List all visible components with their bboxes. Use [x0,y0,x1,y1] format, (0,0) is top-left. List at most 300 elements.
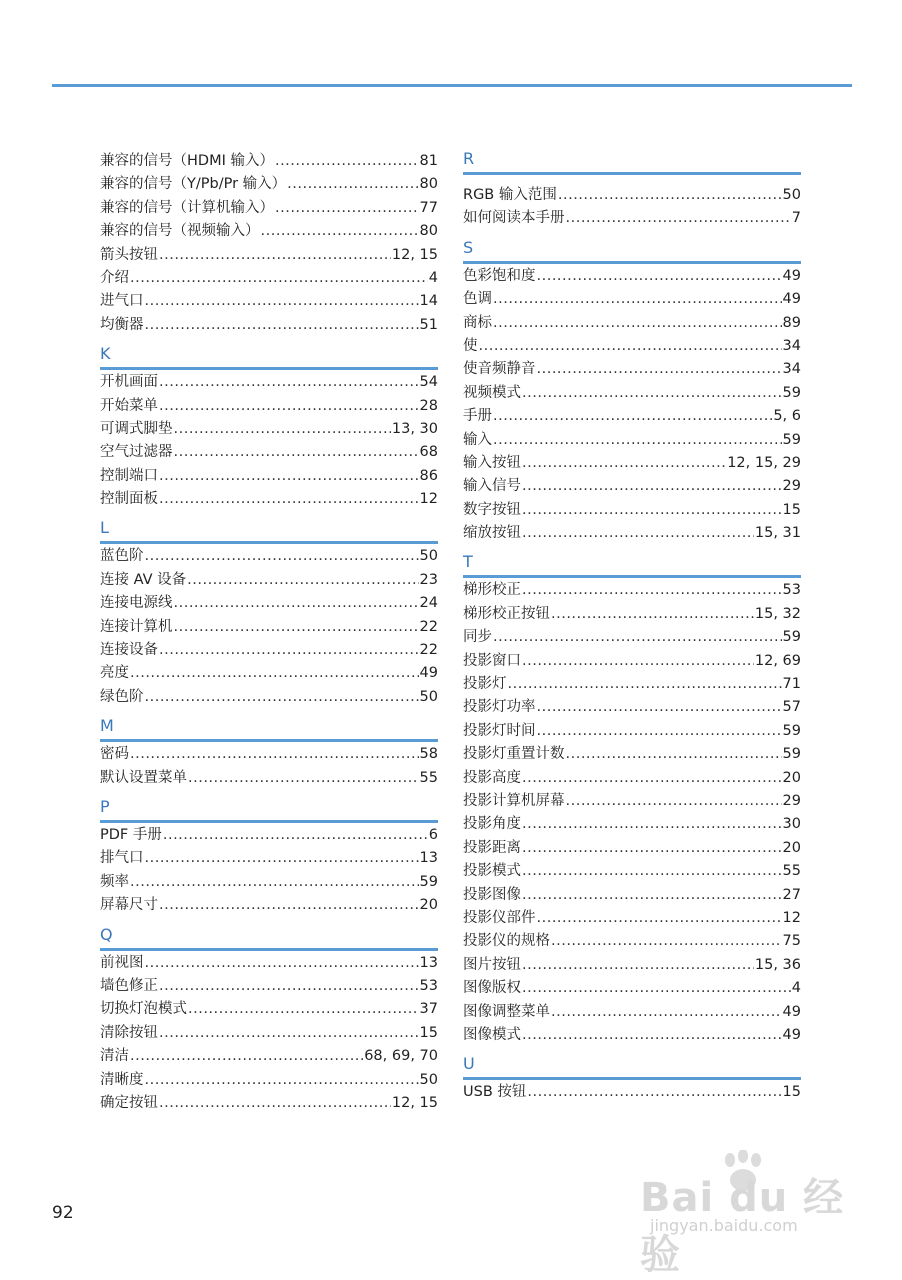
index-page-ref: 28 [419,397,438,414]
index-page-ref: 89 [782,314,801,331]
index-term: 投影角度 [463,816,521,833]
index-page-ref: 68, 69, 70 [364,1048,438,1065]
index-entry [100,847,438,870]
index-entry [100,418,438,441]
dot-leader [145,847,419,870]
index-entry [100,767,438,790]
index-page-ref: 86 [419,467,438,484]
index-page-ref: 29 [782,792,801,809]
index-entry [100,1092,438,1115]
index-page-ref: 4 [428,269,438,286]
index-entry [100,824,438,847]
index-page-ref: 27 [782,886,801,903]
index-term: 排气口 [100,850,144,867]
index-page-ref: 12, 15 [391,246,438,263]
index-entry [463,1024,801,1047]
index-entry [463,207,801,230]
dot-leader [558,184,782,207]
index-term: RGB 输入范围 [463,187,557,203]
index-entry [463,382,801,405]
index-entry [463,813,801,836]
index-entry [100,371,438,394]
index-term: 图片按钮 [463,956,521,973]
index-entry [100,686,438,709]
index-page-ref: 59 [782,431,801,448]
dot-leader [159,395,419,418]
index-term: 投影灯 [463,676,507,693]
index-term: 输入 [463,431,492,448]
dot-leader [537,696,782,719]
dot-leader [522,1024,782,1047]
index-page-ref: 59 [782,629,801,646]
index-term: 兼容的信号（计算机输入） [100,199,274,216]
index-entry [463,650,801,673]
section-rule [100,541,438,544]
index-entry [100,743,438,766]
index-entry [100,569,438,592]
dot-leader [493,405,772,428]
index-term: 图像模式 [463,1026,521,1043]
section-letter: L [100,518,109,538]
index-entry [100,314,438,337]
index-page-ref: 53 [782,582,801,599]
index-entry [100,545,438,568]
index-page-ref: 34 [782,361,801,378]
index-term: 投影图像 [463,886,521,903]
index-term: 控制端口 [100,467,158,484]
section-heading [463,1047,801,1081]
index-entry [463,930,801,953]
index-entry [100,150,438,173]
section-letter: M [100,716,114,736]
index-term: 梯形校正按钮 [463,605,550,622]
index-page-ref: 58 [419,746,438,763]
index-page-ref: 15, 31 [754,525,801,542]
index-page-ref: 75 [782,933,801,950]
dot-leader [174,592,419,615]
dot-leader [188,998,419,1021]
section-heading [463,150,801,184]
dot-leader [537,720,782,743]
index-page-ref: 20 [782,839,801,856]
section-letter: S [463,237,474,257]
section-rule [463,575,801,578]
index-term: 开机画面 [100,374,158,391]
index-term: 手册 [463,408,492,425]
index-term: 连接设备 [100,642,158,659]
dot-leader [551,1001,782,1024]
index-page-ref: 53 [419,977,438,994]
dot-leader [159,244,391,267]
section-rule [463,261,801,264]
index-term: 投影灯时间 [463,722,536,739]
index-page-ref: 12, 15 [391,1094,438,1111]
index-entry [100,173,438,196]
index-entry [100,998,438,1021]
index-page-ref: 15 [782,1084,801,1101]
index-term: 兼容的信号（HDMI 输入） [100,153,274,169]
dot-leader [522,837,782,860]
index-term: 密码 [100,746,129,763]
index-entry [463,499,801,522]
index-entry [100,220,438,243]
dot-leader [159,1092,391,1115]
section-letter: U [463,1054,475,1074]
index-term: 连接 AV 设备 [100,571,187,588]
index-page-ref: 50 [419,688,438,705]
index-term: 色调 [463,291,492,308]
index-page-ref: 24 [419,595,438,612]
index-page-ref: 12 [782,909,801,926]
index-term: 箭头按钮 [100,246,158,263]
dot-leader [275,150,419,173]
index-page-ref: 55 [419,769,438,786]
dot-leader [174,616,419,639]
section-letter: K [100,344,111,364]
index-page-ref: 5, 6 [773,408,801,425]
dot-leader [508,673,782,696]
index-page-ref: 23 [419,571,438,588]
index-term: USB 按钮 [463,1084,527,1101]
index-page-ref: 50 [782,187,801,203]
index-term: 使音频静音 [463,361,536,378]
page-number: 92 [52,1203,74,1223]
dot-leader [130,1045,363,1068]
dot-leader [522,767,782,790]
index-term: 缩放按钮 [463,525,521,542]
index-term: 视频模式 [463,384,521,401]
dot-leader [522,977,791,1000]
dot-leader [187,569,418,592]
index-entry [463,626,801,649]
index-page-ref: 22 [419,618,438,635]
index-entry [100,488,438,511]
index-entry [100,975,438,998]
baidu-watermark [640,1150,860,1278]
index-entry [463,837,801,860]
index-term: 同步 [463,629,492,646]
index-entry [463,790,801,813]
index-term: 绿色阶 [100,688,144,705]
index-page-ref: 14 [419,293,438,310]
index-page-ref: 7 [791,210,801,227]
section-heading [100,790,438,824]
index-term: 可调式脚垫 [100,420,173,437]
dot-leader [522,499,782,522]
index-page-ref: 20 [782,769,801,786]
index-page-ref: 77 [419,199,438,216]
index-term: 控制面板 [100,491,158,508]
index-entry [463,603,801,626]
index-page-ref: 4 [791,980,801,997]
index-term: 墙色修正 [100,977,158,994]
index-entry [463,579,801,602]
index-entry [463,907,801,930]
index-term: 亮度 [100,665,129,682]
index-term: 连接计算机 [100,618,173,635]
index-entry [100,1022,438,1045]
dot-leader [159,488,419,511]
index-page-ref: 13 [419,850,438,867]
index-term: 投影窗口 [463,652,521,669]
index-entry [100,894,438,917]
dot-leader [159,465,419,488]
dot-leader [163,824,428,847]
section-heading [100,337,438,371]
index-page-ref: 59 [782,384,801,401]
dot-leader [145,290,419,313]
section-heading [100,709,438,743]
index-page-ref: 6 [428,826,438,843]
index-term: 投影灯功率 [463,699,536,716]
index-page-ref: 49 [782,291,801,308]
index-page-ref: 12, 15, 29 [727,454,801,471]
index-page-ref: 15, 32 [754,605,801,622]
index-page-ref: 12 [419,491,438,508]
section-heading [463,545,801,579]
index-term: 频率 [100,873,129,890]
index-entry [463,696,801,719]
index-term: 图像调整菜单 [463,1003,550,1020]
dot-leader [261,220,419,243]
index-term: 输入信号 [463,478,521,495]
index-entry [463,265,801,288]
dot-leader [537,265,782,288]
index-entry [463,1001,801,1024]
index-entry [100,395,438,418]
index-term: 使 [463,337,478,354]
index-entry [463,954,801,977]
index-page-ref: 50 [419,1071,438,1088]
dot-leader [493,288,782,311]
index-entry [100,465,438,488]
dot-leader [145,1069,419,1092]
section-letter: Q [100,924,113,944]
index-page-ref: 12, 69 [754,652,801,669]
index-column-left [100,150,438,1115]
index-entry [100,952,438,975]
index-entry [463,452,801,475]
dot-leader [287,173,418,196]
dot-leader [145,314,419,337]
dot-leader [145,686,419,709]
index-term: 均衡器 [100,316,144,333]
index-page-ref: 51 [419,316,438,333]
index-term: 商标 [463,314,492,331]
index-entry [463,312,801,335]
dot-leader [522,954,754,977]
dot-leader [159,371,419,394]
index-term: 兼容的信号（视频输入） [100,223,260,240]
section-heading [100,918,438,952]
index-page-ref: 49 [782,267,801,284]
section-rule [463,172,801,175]
dot-leader [522,452,726,475]
index-term: 输入按钮 [463,454,521,471]
index-term: 投影仪的规格 [463,933,550,950]
index-term: 前视图 [100,954,144,971]
section-rule [100,948,438,951]
index-entry [463,884,801,907]
index-entry [100,267,438,290]
dot-leader [527,1081,781,1104]
index-term: 图像版权 [463,980,521,997]
index-page-ref: 20 [419,897,438,914]
dot-leader [159,639,419,662]
dot-leader [130,871,419,894]
dot-leader [566,207,791,230]
index-entry [100,244,438,267]
index-entry [100,197,438,220]
index-page-ref: 59 [419,873,438,890]
index-entry [463,358,801,381]
dot-leader [275,197,419,220]
section-letter: P [100,796,110,816]
index-page-ref: 54 [419,374,438,391]
index-page-ref: 15 [782,501,801,518]
dot-leader [130,662,419,685]
index-column-right [463,150,801,1105]
index-page-ref: 34 [782,337,801,354]
section-rule [100,739,438,742]
dot-leader [174,418,391,441]
index-page-ref: 80 [419,223,438,240]
section-rule [100,367,438,370]
dot-leader [159,975,419,998]
index-term: 数字按钮 [463,501,521,518]
index-term: 空气过滤器 [100,444,173,461]
index-term: 色彩饱和度 [463,267,536,284]
dot-leader [159,894,419,917]
index-term: 投影仪部件 [463,909,536,926]
index-page-ref: 59 [782,746,801,763]
index-page-ref: 57 [782,699,801,716]
index-entry [463,673,801,696]
watermark-url: jingyan.baidu.com [650,1216,798,1235]
section-rule [100,820,438,823]
index-page-ref: 59 [782,722,801,739]
index-entry [463,767,801,790]
index-page-ref: 13 [419,954,438,971]
index-page-ref: 71 [782,676,801,693]
index-term: 进气口 [100,293,144,310]
index-term: 默认设置菜单 [100,769,187,786]
dot-leader [522,382,782,405]
dot-leader [566,743,782,766]
dot-leader [537,907,782,930]
header-rule [52,84,852,87]
index-page-ref: 80 [419,176,438,193]
index-term: 梯形校正 [463,582,521,599]
index-page-ref: 15 [419,1024,438,1041]
index-entry [100,290,438,313]
index-entry [463,429,801,452]
index-page-ref: 49 [782,1003,801,1020]
index-term: 连接电源线 [100,595,173,612]
index-entry [463,475,801,498]
index-entry [463,405,801,428]
index-term: 介绍 [100,269,129,286]
index-term: 清洁 [100,1048,129,1065]
index-entry [463,720,801,743]
index-page-ref: 49 [419,665,438,682]
index-page-ref: 55 [782,863,801,880]
index-entry [100,662,438,685]
index-entry [100,1069,438,1092]
index-term: 清除按钮 [100,1024,158,1041]
dot-leader [188,767,419,790]
index-term: 投影距离 [463,839,521,856]
dot-leader [522,884,782,907]
dot-leader [145,545,419,568]
index-entry [463,743,801,766]
index-entry [100,639,438,662]
dot-leader [479,335,782,358]
index-term: 兼容的信号（Y/Pb/Pr 输入） [100,176,287,193]
index-page-ref: 30 [782,816,801,833]
index-page-ref: 50 [419,548,438,565]
dot-leader [522,522,754,545]
dot-leader [493,626,782,649]
dot-leader [174,441,419,464]
index-term: 投影模式 [463,863,521,880]
index-page-ref: 81 [419,153,438,169]
index-entry [100,616,438,639]
section-heading [463,231,801,265]
dot-leader [522,860,782,883]
index-term: 投影灯重置计数 [463,746,565,763]
dot-leader [522,650,754,673]
section-letter: T [463,552,473,572]
index-term: 开始菜单 [100,397,158,414]
dot-leader [493,429,782,452]
index-term: 投影计算机屏幕 [463,792,565,809]
index-page-ref: 22 [419,642,438,659]
dot-leader [159,1022,419,1045]
index-entry [463,184,801,207]
index-page-ref: 13, 30 [391,420,438,437]
index-page-ref: 68 [419,444,438,461]
index-entry [463,1081,801,1104]
index-term: 如何阅读本手册 [463,210,565,227]
index-page-ref: 37 [419,1001,438,1018]
index-entry [463,335,801,358]
index-entry [100,1045,438,1068]
dot-leader [130,267,428,290]
dot-leader [493,312,782,335]
index-term: PDF 手册 [100,826,162,843]
index-entry [463,288,801,311]
index-page-ref: 49 [782,1026,801,1043]
index-entry [463,522,801,545]
dot-leader [551,603,754,626]
dot-leader [566,790,782,813]
index-term: 蓝色阶 [100,548,144,565]
dot-leader [130,743,419,766]
index-entry [100,871,438,894]
index-entry [463,860,801,883]
index-term: 切换灯泡模式 [100,1001,187,1018]
index-page-ref: 15, 36 [754,956,801,973]
dot-leader [522,813,782,836]
index-entry [100,441,438,464]
index-term: 清晰度 [100,1071,144,1088]
dot-leader [537,358,782,381]
dot-leader [522,475,782,498]
section-rule [463,1077,801,1080]
dot-leader [522,579,782,602]
section-heading [100,511,438,545]
